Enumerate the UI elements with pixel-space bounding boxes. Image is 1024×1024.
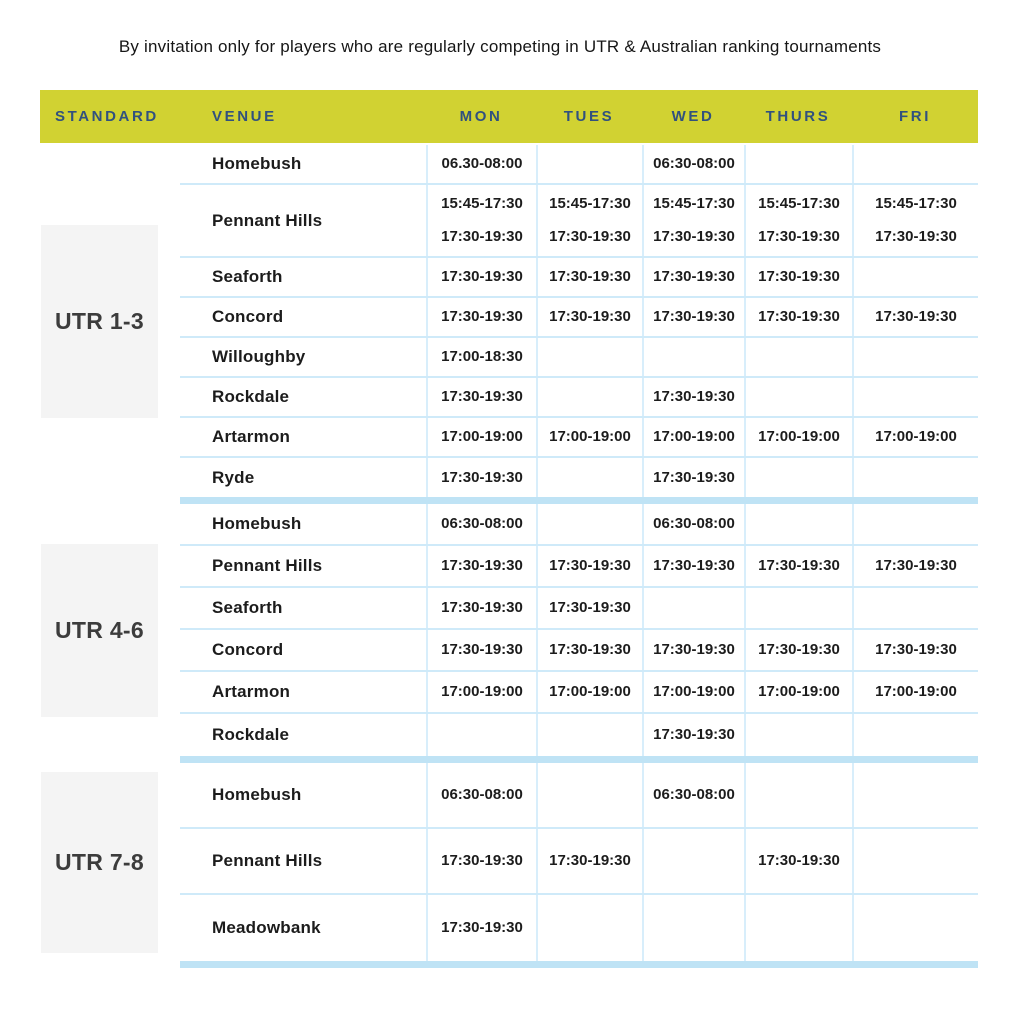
header-cell-fri: FRI	[899, 108, 931, 125]
time-slot: 06:30-08:00	[441, 786, 523, 803]
time-cell	[642, 458, 744, 497]
time-cell	[744, 588, 852, 628]
time-slot: 15:45-17:30	[758, 195, 840, 212]
time-cell	[744, 338, 852, 376]
time-cell	[536, 145, 642, 183]
time-slot: 17:30-19:30	[758, 268, 840, 285]
time-slot: 17:30-19:30	[441, 468, 523, 486]
table-row	[180, 546, 978, 588]
time-cell	[744, 763, 852, 827]
time-cell	[426, 504, 536, 544]
time-cell	[536, 418, 642, 456]
time-cell	[426, 378, 536, 416]
time-slot: 17:30-19:30	[758, 852, 840, 869]
time-cell	[744, 546, 852, 586]
time-slot: 17:30-19:30	[653, 388, 735, 405]
time-cell	[852, 714, 978, 756]
time-cell	[744, 895, 852, 961]
time-slot: 17:30-19:30	[875, 641, 957, 658]
time-slot: 17:00-18:30	[441, 348, 523, 365]
time-slot: 17:00-19:00	[758, 683, 840, 700]
venue-cell: Homebush	[212, 514, 302, 533]
time-slot: 17:30-19:30	[441, 641, 523, 658]
table-row	[180, 763, 978, 829]
time-cell	[642, 829, 744, 893]
time-cell	[536, 338, 642, 376]
table-row	[180, 298, 978, 338]
time-slot: 06.30-08:00	[441, 155, 523, 172]
time-slot: 17:30-19:30	[549, 852, 631, 869]
time-cell	[852, 298, 978, 336]
time-cell	[426, 714, 536, 756]
venue-cell: Willoughby	[212, 347, 306, 366]
time-slot: 17:00-19:00	[875, 428, 957, 445]
standard-badge: UTR 7-8	[41, 772, 158, 953]
time-cell	[642, 145, 744, 183]
header-cell-standard: STANDARD	[55, 108, 159, 125]
time-slot: 17:30-19:30	[653, 468, 735, 486]
venue-cell: Concord	[212, 307, 284, 326]
time-cell	[426, 185, 536, 256]
time-slot: 17:30-19:30	[441, 599, 523, 616]
time-slot: 17:00-19:00	[549, 683, 631, 700]
time-slot: 17:00-19:00	[758, 428, 840, 445]
time-cell	[642, 258, 744, 296]
time-cell	[744, 378, 852, 416]
standard-column	[40, 145, 180, 497]
time-cell	[744, 185, 852, 256]
time-slot: 06:30-08:00	[441, 515, 523, 532]
time-cell	[426, 588, 536, 628]
time-cell	[426, 630, 536, 670]
time-cell	[536, 458, 642, 497]
time-slot: 17:00-19:00	[653, 428, 735, 445]
time-cell	[852, 504, 978, 544]
time-slot: 17:30-19:30	[875, 308, 957, 325]
time-slot: 17:30-19:30	[653, 268, 735, 285]
time-slot: 17:30-19:30	[653, 308, 735, 325]
table-row	[180, 458, 978, 497]
time-cell	[852, 458, 978, 497]
time-cell	[642, 714, 744, 756]
time-slot: 15:45-17:30	[441, 195, 523, 212]
header-cell-mon: MON	[459, 108, 503, 125]
group-section	[40, 504, 978, 756]
venue-cell: Concord	[212, 640, 284, 659]
time-cell	[744, 458, 852, 497]
table-header	[40, 90, 978, 143]
time-cell	[852, 546, 978, 586]
time-slot: 17:30-19:30	[441, 919, 523, 936]
time-cell	[852, 672, 978, 712]
time-slot: 06:30-08:00	[653, 155, 735, 172]
time-cell	[744, 630, 852, 670]
time-slot: 17:30-19:30	[758, 308, 840, 325]
time-cell	[536, 504, 642, 544]
table-body	[40, 145, 978, 968]
table-row	[180, 829, 978, 895]
header-cell-wed: WED	[671, 108, 715, 125]
venue-cell: Rockdale	[212, 725, 290, 744]
time-cell	[744, 714, 852, 756]
time-cell	[426, 895, 536, 961]
time-cell	[852, 895, 978, 961]
header-cell-thurs: THURS	[765, 108, 831, 125]
time-cell	[852, 258, 978, 296]
table-row	[180, 672, 978, 714]
group-rows	[180, 145, 978, 497]
time-cell	[426, 672, 536, 712]
time-cell	[852, 630, 978, 670]
group-rows	[180, 763, 978, 961]
group-section	[40, 145, 978, 497]
venue-cell: Ryde	[212, 467, 255, 487]
time-cell	[426, 298, 536, 336]
time-slot: 17:00-19:00	[653, 683, 735, 700]
time-cell	[536, 546, 642, 586]
table-row	[180, 588, 978, 630]
time-cell	[426, 258, 536, 296]
schedule-table	[40, 90, 978, 968]
time-cell	[426, 763, 536, 827]
time-cell	[642, 546, 744, 586]
time-slot: 17:30-19:30	[758, 641, 840, 658]
time-cell	[642, 504, 744, 544]
time-cell	[536, 378, 642, 416]
venue-cell: Artarmon	[212, 682, 291, 701]
time-slot: 17:30-19:30	[549, 308, 631, 325]
time-cell	[536, 185, 642, 256]
time-cell	[642, 338, 744, 376]
time-cell	[536, 672, 642, 712]
time-cell	[642, 298, 744, 336]
time-slot: 17:30-19:30	[653, 641, 735, 658]
time-cell	[852, 185, 978, 256]
time-slot: 17:30-19:30	[441, 557, 523, 574]
time-cell	[852, 145, 978, 183]
time-cell	[536, 298, 642, 336]
time-slot: 15:45-17:30	[875, 195, 957, 212]
time-cell	[536, 895, 642, 961]
time-cell	[852, 829, 978, 893]
time-slot: 17:30-19:30	[441, 388, 523, 405]
time-cell	[426, 546, 536, 586]
standard-column	[40, 763, 180, 961]
time-cell	[536, 630, 642, 670]
venue-cell: Rockdale	[212, 387, 290, 406]
time-slot: 17:30-19:30	[549, 599, 631, 616]
time-slot: 17:30-19:30	[653, 228, 735, 245]
time-cell	[426, 338, 536, 376]
table-row	[180, 378, 978, 418]
table-row	[180, 338, 978, 378]
time-cell	[642, 630, 744, 670]
time-slot: 17:30-19:30	[441, 268, 523, 285]
time-cell	[642, 185, 744, 256]
time-slot: 17:30-19:30	[549, 268, 631, 285]
time-cell	[852, 763, 978, 827]
time-cell	[426, 418, 536, 456]
header-cell-tues: TUES	[563, 108, 615, 125]
time-cell	[852, 338, 978, 376]
time-slot: 15:45-17:30	[549, 195, 631, 212]
table-row	[180, 185, 978, 258]
table-row	[180, 145, 978, 185]
time-cell	[426, 829, 536, 893]
time-cell	[852, 588, 978, 628]
table-row	[180, 714, 978, 756]
time-slot: 17:30-19:30	[549, 641, 631, 658]
time-slot: 17:30-19:30	[653, 557, 735, 574]
time-cell	[426, 145, 536, 183]
time-cell	[642, 672, 744, 712]
time-slot: 17:30-19:30	[758, 228, 840, 245]
time-cell	[536, 258, 642, 296]
table-row	[180, 418, 978, 458]
time-cell	[536, 763, 642, 827]
time-cell	[642, 418, 744, 456]
time-cell	[852, 418, 978, 456]
time-cell	[744, 418, 852, 456]
time-cell	[536, 714, 642, 756]
venue-cell: Homebush	[212, 154, 302, 173]
time-cell	[536, 829, 642, 893]
venue-cell: Pennant Hills	[212, 851, 323, 870]
standard-badge: UTR 4-6	[41, 544, 158, 717]
time-slot: 17:30-19:30	[875, 228, 957, 245]
table-row	[180, 258, 978, 298]
time-cell	[642, 763, 744, 827]
venue-cell: Artarmon	[212, 427, 291, 446]
group-separator	[180, 756, 978, 763]
time-slot: 17:00-19:00	[549, 428, 631, 445]
time-cell	[642, 378, 744, 416]
time-cell	[852, 378, 978, 416]
time-cell	[642, 895, 744, 961]
time-slot: 17:30-19:30	[549, 228, 631, 245]
time-slot: 17:30-19:30	[441, 852, 523, 869]
time-cell	[744, 829, 852, 893]
time-slot: 17:30-19:30	[441, 228, 523, 245]
venue-cell: Pennant Hills	[212, 210, 323, 230]
standard-column	[40, 504, 180, 756]
table-row	[180, 504, 978, 546]
time-cell	[536, 588, 642, 628]
time-slot: 17:30-19:30	[653, 726, 735, 743]
group-separator	[180, 961, 978, 968]
time-slot: 17:00-19:00	[875, 683, 957, 700]
time-slot: 17:30-19:30	[549, 557, 631, 574]
time-cell	[642, 588, 744, 628]
venue-cell: Seaforth	[212, 598, 283, 617]
page-title: By invitation only for players who are regularly competing in UTR & Australian ranking tournaments	[118, 37, 882, 56]
header-cell-venue: VENUE	[212, 108, 277, 125]
venue-cell: Pennant Hills	[212, 556, 323, 575]
time-slot: 15:45-17:30	[653, 195, 735, 212]
time-slot: 06:30-08:00	[653, 786, 735, 803]
time-cell	[744, 145, 852, 183]
time-cell	[744, 504, 852, 544]
venue-cell: Seaforth	[212, 267, 283, 286]
time-cell	[744, 298, 852, 336]
group-rows	[180, 504, 978, 756]
time-slot: 17:00-19:00	[441, 428, 523, 445]
table-row	[180, 630, 978, 672]
time-cell	[744, 672, 852, 712]
group-section	[40, 763, 978, 961]
time-slot: 17:00-19:00	[441, 683, 523, 700]
group-separator	[180, 497, 978, 504]
time-slot: 17:30-19:30	[441, 308, 523, 325]
time-cell	[744, 258, 852, 296]
standard-badge: UTR 1-3	[41, 225, 158, 418]
venue-cell: Homebush	[212, 785, 302, 804]
time-cell	[426, 458, 536, 497]
venue-cell: Meadowbank	[212, 918, 321, 937]
time-slot: 06:30-08:00	[653, 515, 735, 532]
table-row	[180, 895, 978, 961]
time-slot: 17:30-19:30	[758, 557, 840, 574]
time-slot: 17:30-19:30	[875, 557, 957, 574]
